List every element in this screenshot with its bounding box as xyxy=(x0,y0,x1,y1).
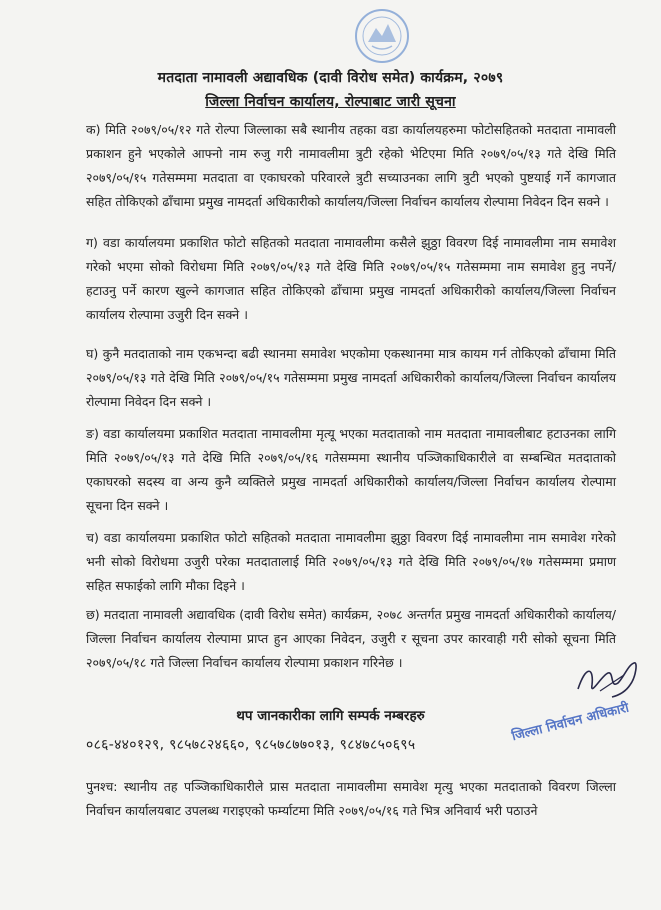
notice-subtitle: जिल्ला निर्वाचन कार्यालय, रोल्पाबाट जारी सूचना xyxy=(205,94,456,110)
notice-title: मतदाता नामावली अद्यावधिक (दावी विरोध समेत) कार्यक्रम, २०७९ xyxy=(157,70,504,86)
paragraph-ga: ग) वडा कार्यालयमा प्रकाशित फोटो सहितको मतदाता नामावलीमा कसैले झुठ्ठा विवरण दिई नामावलीमा नाम समावेश गरेको भएमा सोको विरोधमा मिति २०७९/०५/१३ गते देखि मिति २०७९/०५/१५ गतेसम्ममा नाम समावेश हुनु नपर्ने/हटाउनु पर्ने कारण खुल्ने कागजात सहित तोकिएको ढाँचामा प्रमुख नामदर्ता अधिकारीको कार्यालय/जिल्ला निर्वाचन कार्यालय रोल्पामा उजुरी दिन सक्ने । xyxy=(86,235,616,322)
paragraph-cha: च) वडा कार्यालयमा प्रकाशित फोटो सहितको मतदाता नामावलीमा झुठ्ठा विवरण दिई नामावलीमा नाम समावेश गरेको भनी सोको विरोधमा उजुरी परेका मतदातालाई मिति २०७९/०५/१३ गते देखि मिति २०७९/०५/१७ गतेसम्ममा प्रमाण सहित सफाईको लागि मौका दिइने । xyxy=(86,530,616,593)
paragraph-gha: घ) कुनै मतदाताको नाम एकभन्दा बढी स्थानमा समावेश भएकोमा एकस्थानमा मात्र कायम गर्न तोकिएको ढाँचामा मिति २०७९/०५/१३ गते देखि मिति २०७९/०५/१५ गतेसम्ममा प्रमुख नामदर्ता अधिकारीको कार्यालय/जिल्ला निर्वाचन कार्यालय रोल्पामा निवेदन दिन सक्ने । xyxy=(86,346,616,409)
paragraph-chha: छ) मतदाता नामावली अद्यावधिक (दावी विरोध समेत) कार्यक्रम, २०७८ अन्तर्गत प्रमुख नामदर्ता अधिकारीको कार्यालय/जिल्ला निर्वाचन कार्यालय रोल्पामा प्राप्त हुन आएका निवेदन, उजुरी र सूचना उपर कारवाही गरी सोको सूचना मिति २०७९/०५/१८ गते जिल्ला निर्वाचन कार्यालय रोल्पामा प्रकाशन गरिनेछ । xyxy=(86,607,616,670)
government-seal-icon xyxy=(346,6,418,66)
paragraph-ka: क) मिति २०७९/०५/१२ गते रोल्पा जिल्लाका सबै स्थानीय तहका वडा कार्यालयहरुमा फोटोसहितको मतदाता नामावली प्रकाशन हुने भएकोले आफ्नो नाम रुजु गरी नामावलीमा त्रुटी रहेको भेटिएमा मिति २०७९/०५/१३ गते देखि मिति २०७९/०५/१५ गतेसम्ममा मतदाता वा एकाघरको परिवारले त्रुटी सच्याउनका लागि त्रुटी भएको पुष्टयाई गर्ने कागजात सहित तोकिएको ढाँचामा प्रमुख नामदर्ता अधिकारीको कार्यालय/जिल्ला निर्वाचन कार्यालय रोल्पामा निवेदन दिन सक्ने । xyxy=(86,122,616,209)
contact-heading: थप जानकारीका लागि सम्पर्क नम्बरहरु xyxy=(236,708,425,724)
contact-numbers: ०८६-४४०१२९, ९८५७८२४६६०, ९८५७८७७०१३, ९८४७८५०६९५ xyxy=(86,737,416,753)
paragraph-nga: ङ) वडा कार्यालयमा प्रकाशित मतदाता नामावलीमा मृत्यू भएका मतदाताको नाम मतदाता नामावलीबाट हटाउनका लागि मिति २०७९/०५/१३ गते देखि मिति २०७९/०५/१६ गतेसम्ममा स्थानीय पञ्जिकाधिकारीले वा सम्बन्धित मतदाताको एकाघरको सदस्य वा अन्य कुनै व्यक्तिले प्रमुख नामदर्ता अधिकारीको कार्यालय/जिल्ला निर्वाचन कार्यालय रोल्पामा सूचना दिन सक्ने । xyxy=(86,426,616,513)
handwritten-signature-icon xyxy=(572,655,642,703)
official-stamp: जिल्ला निर्वाचन अधिकारी xyxy=(510,700,631,745)
postscript-note: पुनश्च: स्थानीय तह पञ्जिकाधिकारीले प्रास मतदाता नामावलीमा समावेश मृत्यु भएका मतदाताको विवरण जिल्ला निर्वाचन कार्यालयबाट उपलब्ध गराइएको फर्म्याटमा मिति २०७९/०५/१६ गते भित्र अनिवार्य भरी पठाउने xyxy=(86,779,616,818)
